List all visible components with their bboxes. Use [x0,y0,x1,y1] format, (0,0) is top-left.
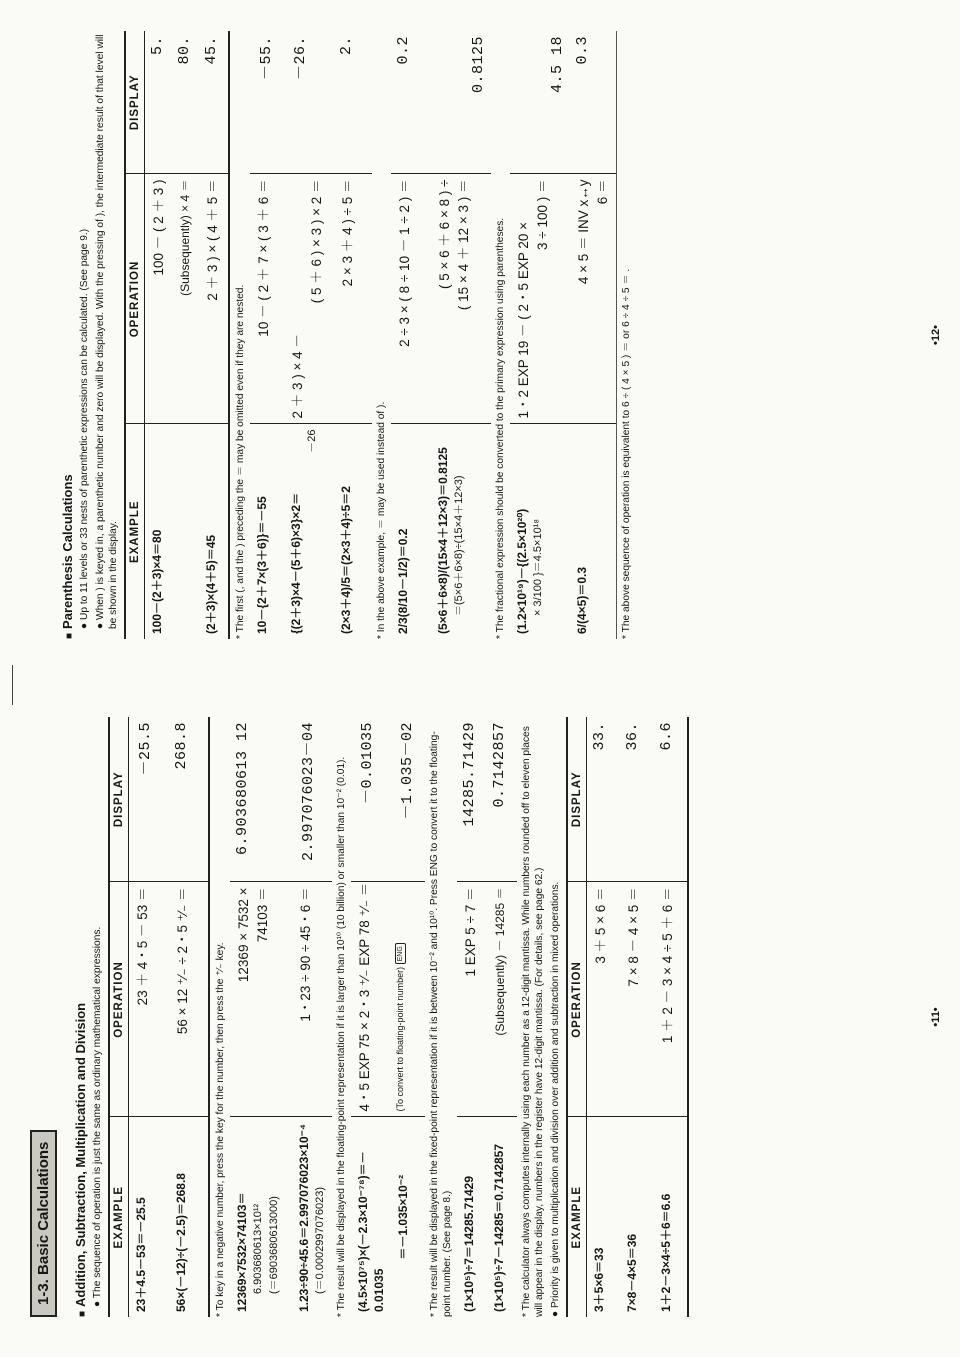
page-number: •11• [930,1007,942,1027]
header-display: DISPLAY [567,717,587,882]
display-cell: 80. [172,31,199,174]
page-number: •12• [930,325,942,345]
table-row [230,717,292,1317]
table-row [620,717,654,1317]
header-display: DISPLAY [109,717,129,882]
operation-cell: (Subsequently) － 14285 ＝ [487,882,517,1117]
table-row [351,717,391,1317]
note-mantissa: * The calculator always computes internally using each number as a 12-digit mantissa. While numbers rounded off to eleven places will appear in the display, numbers in the register have 12-digit mantissa. (For details, see page 62.) [520,726,545,1317]
operation-cell: (Subsequently) × 4 ＝ [172,174,199,424]
operation-cell: 2 ＋ 3 ) × 4 － ( 5 ＋ 6 ) × 3 ) × 2 ＝ [284,174,334,424]
table-row [334,31,372,639]
table-row [129,717,169,1317]
table-row [172,31,199,639]
display-cell: 2.997076023－04 [292,717,332,882]
table-exp [351,717,425,1317]
operation-cell: 1 ＋ 2 － 3 × 4 ÷ 5 ＋ 6 ＝ [654,882,688,1117]
table-row [510,31,570,639]
header-operation: OPERATION [125,174,145,424]
table-row [487,717,517,1317]
note-fraction: * The fractional expression should be converted to the primary expression using parentheses. [495,217,506,639]
example-cell: 12369×7532×74103＝ 6.903680613×10¹² (＝6903680613000) [234,1192,280,1312]
display-cell: 4.5 18 [510,31,570,174]
table-row [570,31,616,639]
operation-cell: 2 ÷ 3 × ( 8 ÷ 10 － 1 ÷ 2 ) ＝ [391,174,431,424]
example-cell: 56×(－12)÷(－2.5)＝268.8 [173,1173,188,1312]
operation-cell: 56 × 12 ⁺⁄₋ ÷ 2・5 ⁺⁄₋ ＝ [169,882,209,1117]
operation-cell: 1 EXP 5 ÷ 7 ＝ [457,882,487,1117]
note-nested: * The first (, and the ) preceding the ＝ may be omitted even if they are nested. [235,284,246,639]
display-cell: －55. [250,31,284,174]
note-fixed: * The result will be displayed in the fixed-point representation if it is between 10⁻² and 10¹⁰. Press ENG to convert it to the floating-point number. (See page 8.) [428,731,453,1317]
operation-cell: 3 ＋ 5 × 6 ＝ [586,882,620,1117]
table-parenthesis-b [250,31,372,639]
display-cell: 268.8 [169,717,209,882]
table-row [145,31,173,639]
header-example: EXAMPLE [567,1117,587,1317]
operation-cell: 1・2 EXP 19 － ( 2・5 EXP 20 × 3 ÷ 100 ) ＝ [510,174,570,424]
bullet-priority: ● Priority is given to multiplication and division over addition and subtraction in mixed operations. [549,881,561,1317]
display-cell: －25.5 [129,717,169,882]
section-title: 1-3. Basic Calculations [30,1130,57,1317]
page-11 [30,717,942,1317]
table-row [169,717,209,1317]
display-cell: 0.3 [570,31,616,174]
example-cell: (1.2×10¹⁹)－{(2.5×10²⁰) × 3/100 }＝4.5×10¹⁸ [515,508,544,634]
display-cell: 14285.71429 [457,717,487,882]
header-operation: OPERATION [109,882,129,1117]
display-cell: 0.8125 [431,31,491,174]
example-cell: 23＋4.5－53＝－25.5 [134,1197,148,1312]
example-cell: 7×8－4×5＝36 [625,1233,639,1312]
bullet-levels: ● Up to 11 levels or 33 nests of parenthetic expressions can be calculated. (See page 9.) [79,228,90,629]
table-row [284,31,334,639]
operation-cell: 23 ＋ 4・5 － 53 ＝ [129,882,169,1117]
table-row [199,31,229,639]
table-priority [566,717,690,1317]
header-example: EXAMPLE [109,1117,129,1317]
display-cell: 45. [199,31,229,174]
table-row [391,717,425,1317]
example-cell: 10－{2＋7×(3＋6)}＝－55 [255,496,269,634]
table-row [654,717,688,1317]
display-cell: 36. [620,717,654,882]
note-negative: * To key in a negative number, press the key for the number, then press the ⁺⁄₋ key. [214,942,226,1317]
table-row [586,717,620,1317]
example-cell: 6/(4×5)＝0.3 [575,566,589,634]
operation-cell: 4 × 5 ＝ INV x↔y 6 ＝ [570,174,616,424]
operation-cell: 4・5 EXP 75 × 2・3 ⁺⁄₋ EXP 78 ⁺⁄₋ ＝ [351,882,391,1117]
bullet-sequence: ● The sequence of operation is just the same as ordinary mathematical expressions. [92,926,103,1307]
display-cell: 6.6 [654,717,688,882]
example-cell: ＝－1.035×10⁻² [395,1174,410,1260]
table-parenthesis-d [510,31,616,639]
note-float: * The result will be displayed in the floating-point representation if it is larger than 10¹⁰ (10 billion) or smaller than 10⁻² (0.01). [335,756,347,1317]
example-cell: (5×6＋6×8)/(15×4＋12×3)＝0.8125 ＝(5×6＋6×8)÷(15×4＋12×3) [436,447,465,634]
display-cell: －26. [284,31,334,174]
note-equal: * In the above example, ＝ may be used instead of ). [376,401,387,639]
note-sequence: * The above sequence of operation is equivalent to 6 ÷ ( 4 × 5 ) ＝ or 6 ÷ 4 ÷ 5 ＝ . [621,268,632,639]
display-cell: 33. [586,717,620,882]
example-cell [172,424,199,639]
example-cell: {(2＋3)×4－(5＋6)×3}×2＝ －26 [289,429,318,634]
display-cell: －1.035－02 [391,717,425,882]
display-cell: 2. [334,31,372,174]
operation-cell: 7 × 8 － 4 × 5 ＝ [620,882,654,1117]
operation-cell: 2 ＋ 3 ) × ( 4 ＋ 5 ＝ [199,174,229,424]
bullet-parenthesis-key: ● When ) is keyed in, a parenthetic number and zero will be displayed. With the pressing of ), the intermediate result of that level will be shown in the display. [95,34,119,629]
heading-parenthesis: ■Parenthesis Calculations [60,474,75,639]
display-cell: 0.2 [391,31,431,174]
table-bottom-rule [616,31,617,639]
table-mantissa [457,717,517,1317]
display-cell: 0.7142857 [487,717,517,882]
operation-cell: 2 × 3 ＋ 4 ) ÷ 5 ＝ [334,174,372,424]
table-row [292,717,332,1317]
header-example: EXAMPLE [125,424,145,639]
operation-cell: ( 5 × 6 ＋ 6 × 8 ) ÷ ( 15 × 4 ＋ 12 × 3 ) ＝ [431,174,491,424]
example-cell: 1＋2－3×4÷5＋6＝6.6 [659,1193,673,1312]
table-parenthesis-a [124,31,230,639]
display-cell: －0.01035 [351,717,391,882]
table-row [250,31,284,639]
crop-mark [12,665,13,705]
table-row [457,717,487,1317]
operation-cell: 1・23 ÷ 90 ÷ 45・6 ＝ [292,882,332,1117]
operation-cell: (To convert to floating-point number) ENG [391,882,425,1117]
eng-key-icon: ENG [395,943,406,964]
header-operation: OPERATION [567,882,587,1117]
operation-cell: 12369 × 7532 × 74103 ＝ [230,882,292,1117]
table-row [391,31,431,639]
example-cell: 100－(2＋3)×4＝80 [150,529,164,634]
example-cell: 1.23÷90÷45.6＝2.997076023×10⁻⁴ (＝0.0002997076023) [296,1124,326,1312]
example-cell: (2＋3)×(4＋5)＝45 [204,534,218,634]
example-cell: (1×10⁵)÷7－14285＝0.7142857 [491,1143,506,1312]
display-cell: 5. [145,31,173,174]
display-cell: 6.903680613 12 [230,717,292,882]
header-display: DISPLAY [125,31,145,174]
table-basic [108,717,210,1317]
operation-cell: 100 － ( 2 ＋ 3 ) [145,174,173,424]
example-cell: 3＋5×6＝33 [591,1247,606,1312]
table-float [230,717,332,1317]
example-cell: (1×10⁵)÷7＝14285.71429 [461,1176,476,1312]
example-cell: (4.5×10⁷⁵)×(－2.3×10⁻⁷⁸)＝－0.01035 [355,1151,386,1312]
example-cell: 2/3(8/10－1/2)＝0.2 [396,528,410,634]
table-parenthesis-c [391,31,491,639]
heading-basic: ■Addition, Subtraction, Multiplication and Division [73,1002,88,1317]
operation-cell: 10 － ( 2 ＋ 7 × ( 3 ＋ 6 ＝ [250,174,284,424]
page-12 [30,31,942,639]
table-row [431,31,491,639]
example-cell: (2×3＋4)/5＝(2×3＋4)÷5＝2 [339,486,353,634]
